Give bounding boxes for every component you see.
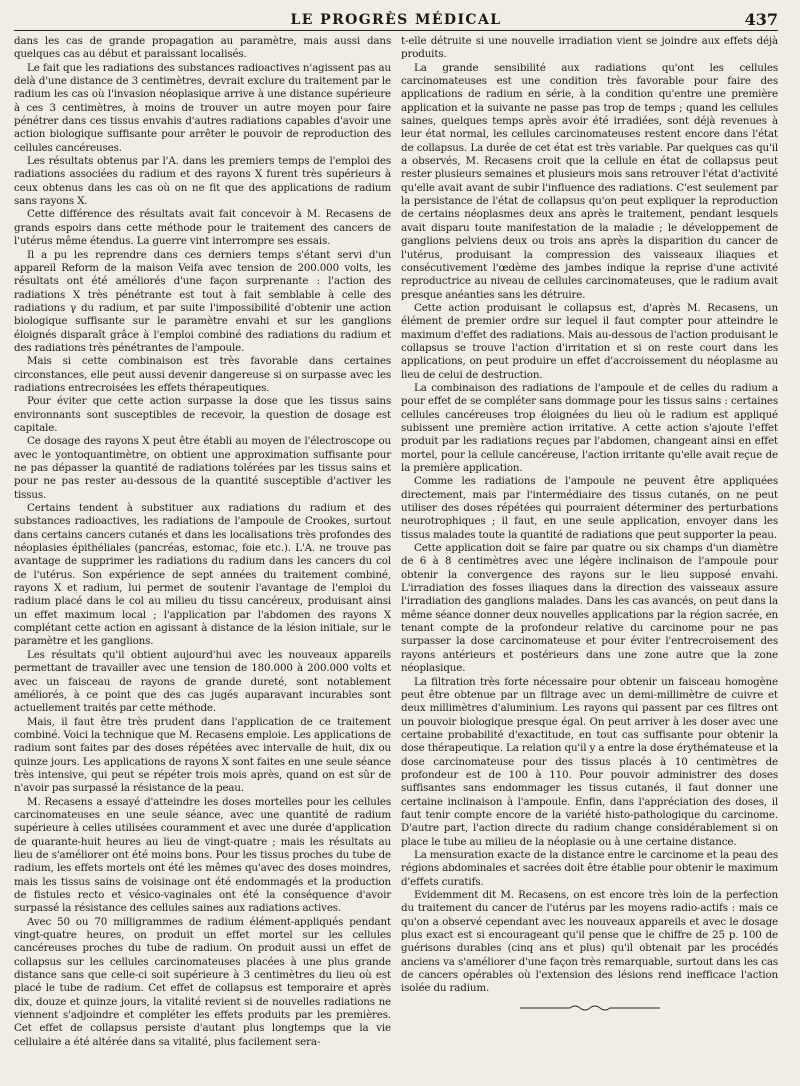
page-number: 437 — [744, 10, 778, 29]
running-header — [14, 8, 778, 31]
paragraph: Certains tendent à substituer aux radiations du radium et des substances radioactives, les radiations de l'ampoule de Crookes, surtout dans certains cancers cutanés et dans les localisations très profondes des néoplasies épithéliales (pancréas, estomac, foie etc.). L'A. ne trouve pas avantage de supprimer les radiations du radium dans les cancers du col de l'utérus. Son expérience de sept années du traitement combiné, rayons X et radium, lui permet de soutenir l'avantage de l'emploi du radium placé dans le col au milieu du tissu cancéreux, produisant ainsi un effet maximum local ; l'application par l'abdomen des rayons X complétant cette action en agissant à distance de la lésion initiale, sur le paramètre et les ganglions. — [14, 502, 391, 648]
paragraph: Pour éviter que cette action surpasse la dose que les tissus sains environnants sont susceptibles de recevoir, la question de dosage est capitale. — [14, 395, 391, 434]
paragraph: Cette différence des résultats avait fait concevoir à M. Recasens de grands espoirs dans cette méthode pour le traitement des cancers de l'utérus même étendus. La guerre vint interrompre ses essais. — [14, 208, 391, 248]
paragraph: Il a pu les reprendre dans ces derniers temps s'étant servi d'un appareil Reform de la maison Veifa avec tension de 200.000 volts, les résultats ont été améliorés d'une façon surprenante : l'action des radiations X très pénétrante est tout à fait semblable à celle des radiations γ du radium, et par suite l'impossibilité d'obtenir une action biologique suffisante sur le paramètre envahi et sur les ganglions éloignés disparaît grâce à l'emploi combiné des radiations du radium et des radiations très pénétrantes de l'ampoule. — [14, 248, 391, 354]
end-ornament-rule — [401, 1002, 778, 1012]
paragraph: Le fait que les radiations des substances radioactives n'agissent pas au delà d'une distance de 3 centimètres, devrait exclure du traitement par le radium les cas où l'invasion néoplasique arrive à une distance supérieure à ces 3 centimètres, à moins de trouver un autre moyen pour faire pénétrer dans ces tissus envahis d'autres radiations capables d'avoir une action biologique suffisante pour arrêter le pouvoir de reproduction des cellules cancéreuses. — [14, 61, 391, 154]
paragraph: Cette application doit se faire par quatre ou six champs d'un diamètre de 6 à 8 centimètres avec une légère inclinaison de l'ampoule pour obtenir la convergence des rayons sur le lieu supposé envahi. L'irradiation des fosses iliaques dans la direction des vaisseaux assure l'irradiation des ganglions malades. Dans les cas avancés, on peut dans la même séance donner deux nouvelles applications par la région sacrée, en tenant compte de la profondeur relative du carcinome pour ne pas surpasser la dose carcinomateuse et pour éviter l'entrecroisement des rayons antérieurs et postérieurs dans une zone autre que la zone néoplasique. — [401, 542, 778, 675]
left-column — [14, 35, 391, 1049]
ornament-icon — [520, 1002, 660, 1012]
paragraph: La filtration très forte nécessaire pour obtenir un faisceau homogène peut être obtenue par un filtrage avec un demi-millimètre de cuivre et deux millimètres d'aluminium. Les rayons qui passent par ces filtres ont un pouvoir biologique presque égal. On peut arriver à les doser avec une certaine probabilité d'exactitude, en tout cas suffisante pour obtenir la dose thérapeutique. La relation qu'il y a entre la dose érythémateuse et la dose carcinomateuse pour des tissus placés à 10 centimètres de profondeur est de 100 à 110. Pour pouvoir administrer des doses suffisantes sans endommager les tissus cutanés, il faut donner une certaine inclinaison à l'ampoule. Enfin, dans l'appréciation des doses, il faut tenir compte encore de la variété histo-pathologique du carcinome. D'autre part, l'action directe du radium change considérablement si on place le tube au milieu de la néoplasie ou à une certaine distance. — [401, 675, 778, 848]
paragraph: dans les cas de grande propagation au paramètre, mais aussi dans quelques cas au début et paraissant localisés. — [14, 35, 391, 61]
paragraph: t-elle détruite si une nouvelle irradiation vient se joindre aux effets déjà produits. — [401, 35, 778, 61]
paragraph: La grande sensibilité aux radiations qu'ont les cellules carcinomateuses est une condition très favorable pour faire des applications de radium en série, à la condition qu'entre une première application et la suivante ne passe pas trop de temps ; quand les cellules saines, quelques temps après avoir été irradiées, sont déjà revenues à leur état normal, les cellules carcinomateuses restent encore dans l'état de collapsus. La durée de cet état est très variable. Par quelques cas qu'il a observés, M. Recasens croit que la cellule en état de collapsus peut rester plusieurs semaines et plusieurs mois sans retrouver l'état d'activité qu'elle avait avant de subir l'influence des radiations. C'est seulement par la persistance de l'état de collapsus qu'on peut expliquer la reproduction de certains néoplasmes deux ans après le traitement, pendant lesquels avait disparu toute manifestation de la maladie ; le développement de ganglions pelviens deux ou trois ans après la disparition du cancer de l'utérus, produisant la compression des vaisseaux iliaques et consécutivement l'œdème des jambes indique la reprise d'une activité reproductrice au niveau de cellules carcinomateuses, que le radium avait presque anéanties sans les détruire. — [401, 61, 778, 301]
text-columns — [14, 35, 778, 1049]
right-column — [401, 35, 778, 1049]
paragraph: Les résultats qu'il obtient aujourd'hui avec les nouveaux appareils permettant de travailler avec une tension de 180.000 à 200.000 volts et avec un faisceau de rayons de grande dureté, sont notablement améliorés, à ce point que des cas jugés auparavant incurables sont actuellement traités par cette méthode. — [14, 648, 391, 715]
paragraph: Cette action produisant le collapsus est, d'après M. Recasens, un élément de premier ordre sur lequel il faut compter pour atteindre le maximum d'effet des radiations. Mais au-dessous de l'action produisant le collapsus se trouve l'action d'irritation et si on reste court dans les applications, on peut produire un effet d'accroissement du néoplasme au lieu de celui de destruction. — [401, 301, 778, 381]
paragraph: Evidemment dit M. Recasens, on est encore très loin de la perfection du traitement du cancer de l'utérus par les moyens radio-actifs : mais ce qu'on a observé cependant avec les nouveaux appareils et avec le dosage plus exact est si encourageant qu'il pense que le chiffre de 25 p. 100 de guérisons durables (cinq ans et plus) qu'il obtenait par les procédés anciens va s'améliorer d'une façon très remarquable, surtout dans les cas de cancers opérables où l'extension des lésions rend inefficace l'action isolée du radium. — [401, 889, 778, 995]
paragraph: Mais, il faut être très prudent dans l'application de ce traitement combiné. Voici la technique que M. Recasens emploie. Les applications de radium sont faites par des doses répétées avec intervalle de huit, dix ou quinze jours. Les applications de rayons X sont faites en une seule séance très intensive, qui peut se répéter trois mois après, quand on est sûr de n'avoir pas surpassé la résistance de la peau. — [14, 715, 391, 795]
journal-title: LE PROGRÈS MÉDICAL — [290, 12, 502, 28]
paragraph: Les résultats obtenus par l'A. dans les premiers temps de l'emploi des radiations associées du radium et des rayons X furent très supérieurs à ceux obtenus dans les cas où on ne fit que des applications de radium sans rayons X. — [14, 155, 391, 208]
paragraph: La mensuration exacte de la distance entre le carcinome et la peau des régions abdominales et sacrées doit être établie pour obtenir le maximum d'effets curatifs. — [401, 848, 778, 888]
paragraph: Ce dosage des rayons X peut être établi au moyen de l'électroscope ou avec le yontoquantimètre, on obtient une approximation suffisante pour ne pas dépasser la quantité de radiations tolérées par les tissus sains et pour ne pas rester au-dessous de la quantité susceptible d'activer les tissus. — [14, 435, 391, 501]
paragraph: Comme les radiations de l'ampoule ne peuvent être appliquées directement, mais par l'intermédiaire des tissus cutanés, on ne peut utiliser des doses répétées qui pourraient déterminer des perturbations neurotrophiques ; il faut, en une seule application, envoyer dans les tissus malades toute la quantité de radiations que peut supporter la peau. — [401, 475, 778, 541]
paragraph: M. Recasens a essayé d'atteindre les doses mortelles pour les cellules carcinomateuses en une seule séance, avec une quantité de radium supérieure à celles utilisées couramment et avec une durée d'application de quarante-huit heures au lieu de vingt-quatre ; mais les résultats au lieu de s'améliorer ont été moins bons. Pour les tissus proches du tube de radium, les effets mortels ont été les mêmes qu'avec des doses moindres, mais les tissus sains de voisinage ont été endommagés et la production de fistules recto et vésico-vaginales ont été la conséquence d'avoir surpassé la résistance des cellules saines aux radiations actives. — [14, 795, 391, 915]
paragraph: Mais si cette combinaison est très favorable dans certaines circonstances, elle peut aussi devenir dangereuse si on surpasse avec les radiations entrecroisées les effets thérapeutiques. — [14, 355, 391, 394]
paragraph: La combinaison des radiations de l'ampoule et de celles du radium a pour effet de se compléter sans dommage pour les tissus sains : certaines cellules cancéreuses trop éloignées du lieu où le radium est appliqué subissent une première action irritative. A cette action s'ajoute l'effet produit par les radiations reçues par l'abdomen, changeant ainsi en effet mortel, pour la cellule cancéreuse, l'action irritante qu'elle avait reçue de la première application. — [401, 381, 778, 474]
paragraph: Avec 50 ou 70 milligrammes de radium élément-appliqués pendant vingt-quatre heures, on produit un effet mortel sur les cellules cancéreuses proches du tube de radium. On produit aussi un effet de collapsus sur les cellules carcinomateuses placées à une plus grande distance sans que celle-ci soit supérieure à 3 centimètres du lieu où est placé le tube de radium. Cet effet de collapsus est temporaire et après dix, douze et quinze jours, la vitalité revient si de nouvelles radiations ne viennent s'adjoindre et compléter les effets produits par les premières. Cet effet de collapsus persiste d'autant plus longtemps que la vie cellulaire a été altérée dans sa vitalité, plus facilement sera- — [14, 915, 391, 1048]
